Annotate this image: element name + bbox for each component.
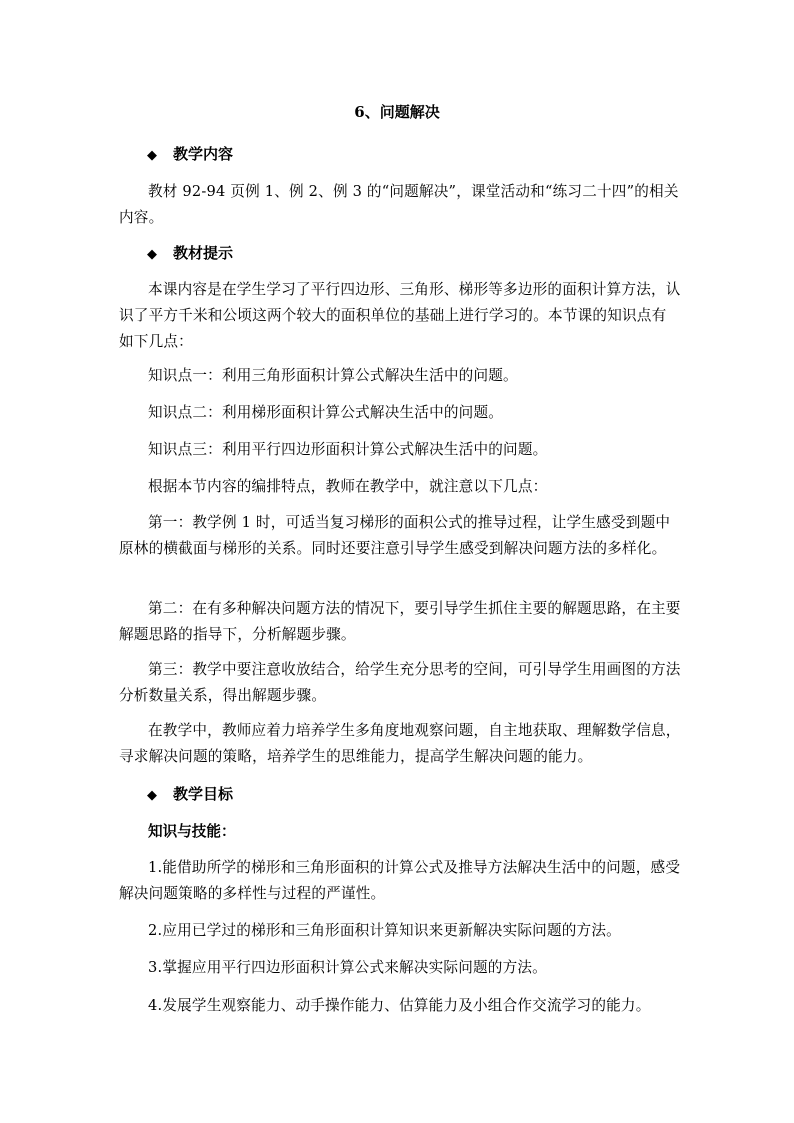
page-title: 6、问题解决 (354, 103, 440, 121)
section-heading-goals (147, 784, 233, 806)
third-point-paragraph: 第三：教学中要注意收放结合，给学生充分思考的空间，可引导学生用画图的方法分析数量关系，得出解题步骤。 (119, 661, 681, 704)
section-heading-label: 教学内容 (173, 145, 234, 163)
second-point-paragraph: 第二：在有多种解决问题方法的情况下，要引导学生抓住主要的解题思路，在主要解题思路的指导下，分析解题步骤。 (119, 600, 681, 643)
section-heading-label: 教材提示 (173, 244, 234, 262)
notice-line: 根据本节内容的编排特点，教师在教学中，就注意以下几点： (148, 478, 548, 495)
section-heading-content (147, 144, 233, 166)
knowledge-point-3: 知识点三：利用平行四边形面积计算公式解决生活中的问题。 (148, 441, 548, 458)
knowledge-point-2: 知识点二：利用梯形面积计算公式解决生活中的问题。 (148, 404, 504, 421)
first-point-paragraph: 第一：教学例 1 时，可适当复习梯形的面积公式的推导过程，让学生感受到题中原林的横截面与梯形的关系。同时还要注意引导学生感受到解决问题方法的多样化。 (119, 514, 671, 557)
goal-item-2: 2.应用已学过的梯形和三角形面积计算知识来更新解决实际问题的方法。 (148, 922, 621, 939)
hints-intro-paragraph: 本课内容是在学生学习了平行四边形、三角形、梯形等多边形的面积计算方法，认识了平方千米和公顷这两个较大的面积单位的基础上进行学习的。本节课的知识点有如下几点： (119, 281, 681, 350)
content-paragraph: 教材 92-94 页例 1、例 2、例 3 的“问题解决”，课堂活动和“练习二十四”的相关内容。 (119, 183, 679, 226)
knowledge-point-1: 知识点一：利用三角形面积计算公式解决生活中的问题。 (148, 367, 518, 384)
diamond-bullet-icon: ◆ (147, 148, 157, 163)
diamond-bullet-icon: ◆ (147, 788, 157, 803)
summary-paragraph: 在教学中，教师应着力培养学生多角度地观察问题，自主地获取、理解数学信息，寻求解决问题的策略，培养学生的思维能力，提高学生解决问题的能力。 (119, 722, 681, 765)
goal-item-3: 3.掌握应用平行四边形面积计算公式来解决实际问题的方法。 (148, 959, 547, 976)
section-heading-label: 教学目标 (173, 785, 234, 803)
goal-item-1: 1.能借助所学的梯形和三角形面积的计算公式及推导方法解决生活中的问题，感受解决问题策略的多样性与过程的严谨性。 (119, 859, 681, 902)
goals-subheading: 知识与技能： (148, 823, 236, 840)
diamond-bullet-icon: ◆ (147, 247, 157, 262)
section-heading-hints (147, 243, 233, 265)
goal-item-4: 4.发展学生观察能力、动手操作能力、估算能力及小组合作交流学习的能力。 (148, 997, 651, 1014)
